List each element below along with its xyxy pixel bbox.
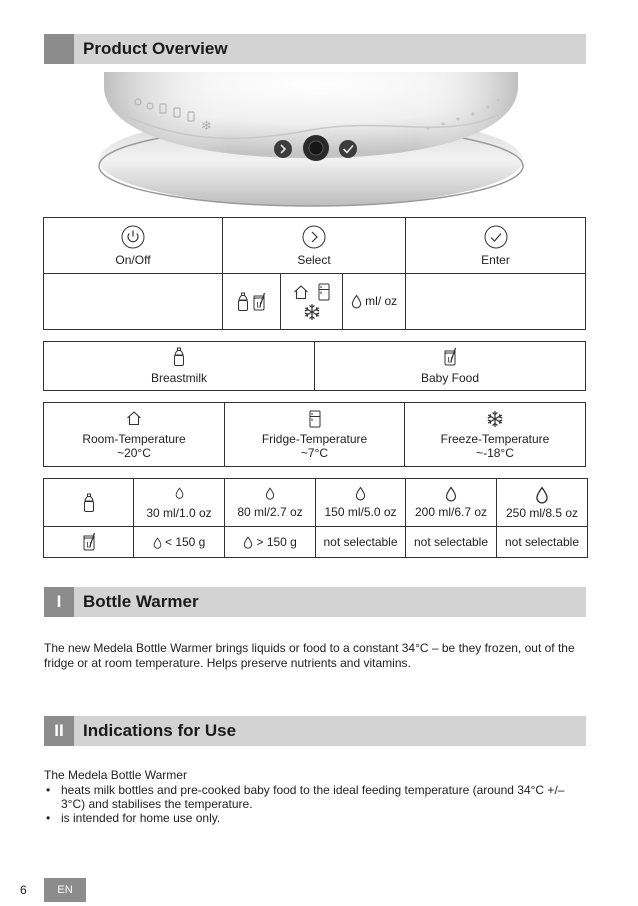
on-off-cell bbox=[44, 218, 223, 274]
room-temp-label: Room-Temperature bbox=[82, 431, 186, 446]
select-cell bbox=[223, 218, 406, 274]
food-jar-icon bbox=[82, 532, 96, 552]
weight-cell bbox=[134, 527, 225, 558]
volume-cell bbox=[134, 479, 225, 527]
fridge-temp-cell bbox=[225, 403, 405, 467]
empty-cell-left bbox=[44, 274, 223, 330]
weight-value: not selectable bbox=[504, 535, 580, 549]
fridge-icon bbox=[318, 283, 330, 301]
volume-cell bbox=[225, 479, 316, 527]
room-temp-value: ~20°C bbox=[117, 445, 151, 460]
on-off-label: On/Off bbox=[115, 252, 151, 267]
section-number-box: I bbox=[44, 587, 74, 617]
drop-icon bbox=[535, 486, 549, 504]
weight-value: not selectable bbox=[323, 535, 398, 549]
weight-cell bbox=[406, 527, 497, 558]
section-header-product-overview bbox=[44, 34, 586, 64]
select-label: Select bbox=[297, 252, 331, 267]
weight-cell bbox=[225, 527, 316, 558]
bottle-icon bbox=[173, 347, 185, 367]
freeze-temp-label: Freeze-Temperature bbox=[440, 431, 550, 446]
weight-value: > 150 g bbox=[256, 534, 297, 549]
empty-cell-right bbox=[406, 274, 586, 330]
breastmilk-cell bbox=[44, 342, 315, 391]
food-jar-icon bbox=[443, 347, 457, 367]
snowflake-icon bbox=[486, 410, 504, 428]
house-icon bbox=[293, 284, 309, 300]
type-icons-cell bbox=[223, 274, 281, 330]
list-item: • heats milk bottles and pre-cooked baby food to the ideal feeding temperature (around 34°C +/– 3°C) and stabilises the temperature. bbox=[44, 783, 589, 811]
temp-icons-cell bbox=[281, 274, 343, 330]
page-footer bbox=[20, 878, 86, 902]
indications-intro: The Medela Bottle Warmer bbox=[44, 768, 187, 782]
room-temp-cell bbox=[44, 403, 225, 467]
fridge-temp-value: ~7°C bbox=[300, 445, 329, 460]
breastmilk-row-header bbox=[44, 479, 134, 527]
drop-icon bbox=[265, 487, 275, 500]
volume-table bbox=[43, 478, 588, 558]
volume-value: 30 ml/1.0 oz bbox=[146, 505, 212, 520]
baby-food-row-header bbox=[44, 527, 134, 558]
volume-value: 250 ml/8.5 oz bbox=[505, 505, 579, 520]
section-title: Indications for Use bbox=[83, 721, 237, 740]
volume-cell bbox=[343, 274, 406, 330]
volume-unit-label: ml/ oz bbox=[365, 293, 398, 308]
controls-table bbox=[43, 217, 586, 330]
snowflake-icon bbox=[303, 303, 321, 321]
breastmilk-label: Breastmilk bbox=[150, 371, 207, 385]
volume-cell bbox=[406, 479, 497, 527]
house-icon bbox=[126, 410, 142, 426]
indications-list bbox=[44, 783, 589, 825]
volume-value: 80 ml/2.7 oz bbox=[237, 505, 303, 520]
weight-cell bbox=[316, 527, 406, 558]
section-title: Bottle Warmer bbox=[83, 592, 199, 611]
section-header-bottle-warmer bbox=[44, 587, 586, 617]
temperature-table bbox=[43, 402, 586, 467]
page-number: 6 bbox=[20, 883, 27, 897]
baby-food-label: Baby Food bbox=[420, 371, 480, 385]
language-tab: EN bbox=[44, 878, 86, 902]
check-circle-icon bbox=[484, 225, 508, 249]
weight-value: < 150 g bbox=[164, 535, 206, 549]
chevron-right-circle-icon bbox=[302, 225, 326, 249]
section-header-indications bbox=[44, 716, 586, 746]
drop-icon bbox=[153, 537, 162, 549]
drop-icon bbox=[175, 487, 184, 499]
section-number-box: II bbox=[44, 716, 74, 746]
device-illustration bbox=[98, 72, 524, 210]
power-icon bbox=[121, 225, 145, 249]
baby-food-cell bbox=[315, 342, 586, 391]
section-number-box bbox=[44, 34, 74, 64]
volume-value: 200 ml/6.7 oz bbox=[414, 505, 488, 519]
enter-cell bbox=[406, 218, 586, 274]
list-item: • is intended for home use only. bbox=[44, 811, 589, 825]
bottle-warmer-description: The new Medela Bottle Warmer brings liquids or food to a constant 34°C – be they frozen, out of the fridge or at room temperature. Helps preserve nutrients and vitamins. bbox=[44, 641, 575, 670]
bottle-icon bbox=[237, 292, 249, 312]
volume-cell bbox=[497, 479, 588, 527]
weight-value: not selectable bbox=[413, 535, 489, 549]
weight-cell bbox=[497, 527, 588, 558]
freeze-temp-value: ~-18°C bbox=[476, 445, 514, 460]
drop-icon bbox=[243, 536, 253, 549]
svg-text:❄: ❄ bbox=[201, 119, 212, 134]
bottle-icon bbox=[83, 493, 95, 513]
fridge-icon bbox=[309, 410, 321, 428]
section-title: Product Overview bbox=[83, 39, 228, 58]
fridge-temp-label: Fridge-Temperature bbox=[261, 431, 368, 446]
drop-icon bbox=[445, 486, 457, 502]
volume-cell bbox=[316, 479, 406, 527]
food-jar-icon bbox=[252, 292, 266, 312]
drop-icon bbox=[351, 294, 362, 309]
volume-value: 150 ml/5.0 oz bbox=[324, 505, 397, 520]
freeze-temp-cell bbox=[405, 403, 586, 467]
type-table bbox=[43, 341, 586, 391]
drop-icon bbox=[355, 486, 366, 501]
enter-label: Enter bbox=[481, 252, 510, 267]
